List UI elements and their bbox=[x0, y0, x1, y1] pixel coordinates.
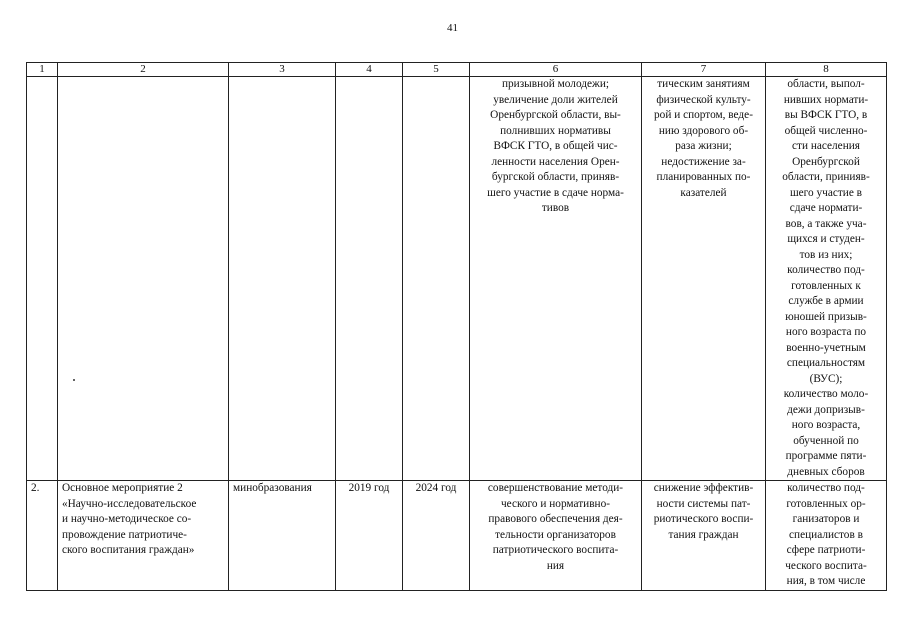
consequences-line: ности системы пат- bbox=[656, 497, 751, 510]
cont-cell-num bbox=[27, 77, 58, 481]
cont-indicators-line: военно-учетным bbox=[786, 341, 866, 354]
indicators-line: ческого воспита- bbox=[785, 559, 867, 572]
cont-cell-result bbox=[470, 77, 642, 481]
header-col-3: 3 bbox=[229, 63, 336, 77]
cont-consequences-line: недостижение за- bbox=[661, 155, 746, 168]
header-col-2: 2 bbox=[58, 63, 229, 77]
end-year: 2024 год bbox=[403, 481, 470, 591]
cont-consequences-line: тическим занятиям bbox=[657, 78, 750, 90]
cont-indicators-line: дежи допризыв- bbox=[787, 403, 865, 416]
header-col-7: 7 bbox=[642, 63, 766, 77]
cont-cell-indicators bbox=[766, 77, 887, 481]
consequences-line: снижение эффектив- bbox=[653, 482, 754, 494]
header-row bbox=[27, 63, 887, 77]
indicators-line: сфере патриоти- bbox=[786, 544, 866, 556]
consequences bbox=[642, 481, 766, 591]
indicators-line: ния, в том числе bbox=[786, 575, 866, 587]
page-number: 41 bbox=[447, 22, 458, 34]
cont-indicators-line: количество моло- bbox=[783, 388, 869, 400]
header-col-5: 5 bbox=[403, 63, 470, 77]
cont-result-line: призывной молодежи; bbox=[501, 78, 610, 90]
cont-indicators-line: юношей призыв- bbox=[785, 310, 867, 323]
start-year: 2019 год bbox=[336, 481, 403, 591]
header-col-4: 4 bbox=[336, 63, 403, 77]
indicators-line: готовленных ор- bbox=[786, 497, 866, 510]
program-table bbox=[26, 62, 887, 591]
cont-indicators-line: готовленных к bbox=[791, 279, 861, 292]
header-col-8: 8 bbox=[766, 63, 887, 77]
cont-indicators-line: области, выпол- bbox=[787, 78, 865, 90]
consequences-line: риотического воспи- bbox=[653, 513, 754, 525]
cont-indicators-line: общей численно- bbox=[784, 124, 868, 137]
cont-indicators-line: специальностям bbox=[786, 357, 866, 369]
cont-result-line: ВФСК ГТО, в общей чис- bbox=[493, 140, 618, 152]
indicators-line: ганизаторов и bbox=[792, 513, 860, 525]
cont-indicators-line: дневных сборов bbox=[787, 465, 865, 478]
measure-name-line: и научно-методическое со- bbox=[62, 513, 192, 525]
cont-result-line: бургской области, приняв- bbox=[491, 171, 620, 183]
cont-indicators-line: ного возраста по bbox=[785, 326, 867, 338]
header-col-1: 1 bbox=[27, 63, 58, 77]
cont-consequences-line: физической культу- bbox=[656, 93, 751, 106]
cont-consequences-line: планированных по- bbox=[656, 171, 751, 183]
cont-indicators-line: службе в армии bbox=[788, 295, 864, 307]
cont-indicators-line: вов, а также уча- bbox=[785, 217, 867, 230]
cont-result-line: увеличение доли жителей bbox=[493, 93, 618, 106]
cont-consequences-line: нию здорового об- bbox=[658, 124, 749, 137]
cont-result-line: ленности населения Орен- bbox=[491, 155, 620, 168]
cont-indicators-line: количество под- bbox=[787, 264, 865, 276]
cont-indicators-line: Оренбургской bbox=[792, 155, 860, 168]
cont-indicators-line: сдаче нормати- bbox=[789, 202, 863, 214]
consequences-line: тания граждан bbox=[668, 528, 739, 541]
cont-result-line: тивов bbox=[541, 202, 570, 214]
indicators-line: специалистов в bbox=[789, 528, 863, 541]
measure-name bbox=[58, 481, 229, 591]
cont-indicators-line: программе пяти- bbox=[785, 450, 867, 462]
indicators bbox=[766, 481, 887, 591]
cont-cell-name bbox=[58, 77, 229, 481]
cont-indicators-line: (ВУС); bbox=[809, 372, 843, 385]
scan-speck bbox=[73, 379, 75, 381]
measure-name-line: провождение патриотиче- bbox=[62, 528, 187, 541]
cont-cell-start bbox=[336, 77, 403, 481]
cont-indicators-line: обученной по bbox=[793, 434, 859, 447]
cont-indicators-line: нивших нормати- bbox=[783, 93, 869, 106]
cont-consequences-line: казателей bbox=[680, 186, 727, 199]
cont-indicators-line: ного возраста, bbox=[791, 419, 861, 431]
measure-name-line: «Научно-исследовательское bbox=[62, 497, 197, 510]
header-col-6: 6 bbox=[470, 63, 642, 77]
cont-cell-executor bbox=[229, 77, 336, 481]
result-line: ческого и нормативно- bbox=[501, 497, 610, 510]
cont-indicators-line: шего участие в bbox=[789, 186, 863, 199]
cont-indicators-line: сти населения bbox=[792, 140, 860, 152]
cont-result-line: Оренбургской области, вы- bbox=[490, 109, 621, 121]
cont-result-line: полнивших нормативы bbox=[500, 124, 611, 137]
cont-indicators-line: вы ВФСК ГТО, в bbox=[784, 109, 868, 121]
cont-cell-consequences bbox=[642, 77, 766, 481]
executor: минобразования bbox=[229, 481, 336, 591]
row-number: 2. bbox=[27, 481, 58, 591]
cont-result-line: шего участие в сдаче норма- bbox=[487, 186, 624, 199]
table-row bbox=[27, 481, 887, 591]
result-line: ния bbox=[546, 559, 565, 572]
result-line: совершенствование методи- bbox=[487, 482, 624, 494]
continued-row bbox=[27, 77, 887, 481]
cont-consequences-line: раза жизни; bbox=[675, 140, 732, 152]
result-line: тельности организаторов bbox=[495, 528, 616, 541]
result-line: патриотического воспита- bbox=[492, 544, 619, 556]
indicators-line: количество под- bbox=[787, 482, 865, 494]
measure-name-line: ского воспитания граждан» bbox=[62, 544, 195, 556]
measure-name-line: Основное мероприятие 2 bbox=[62, 482, 183, 494]
cont-consequences-line: рой и спортом, веде- bbox=[654, 109, 753, 121]
expected-result bbox=[470, 481, 642, 591]
result-line: правового обеспечения дея- bbox=[488, 513, 623, 525]
cont-indicators-line: щихся и студен- bbox=[787, 233, 865, 245]
cont-cell-end bbox=[403, 77, 470, 481]
cont-indicators-line: тов из них; bbox=[799, 248, 853, 261]
cont-indicators-line: области, принияв- bbox=[782, 171, 870, 183]
